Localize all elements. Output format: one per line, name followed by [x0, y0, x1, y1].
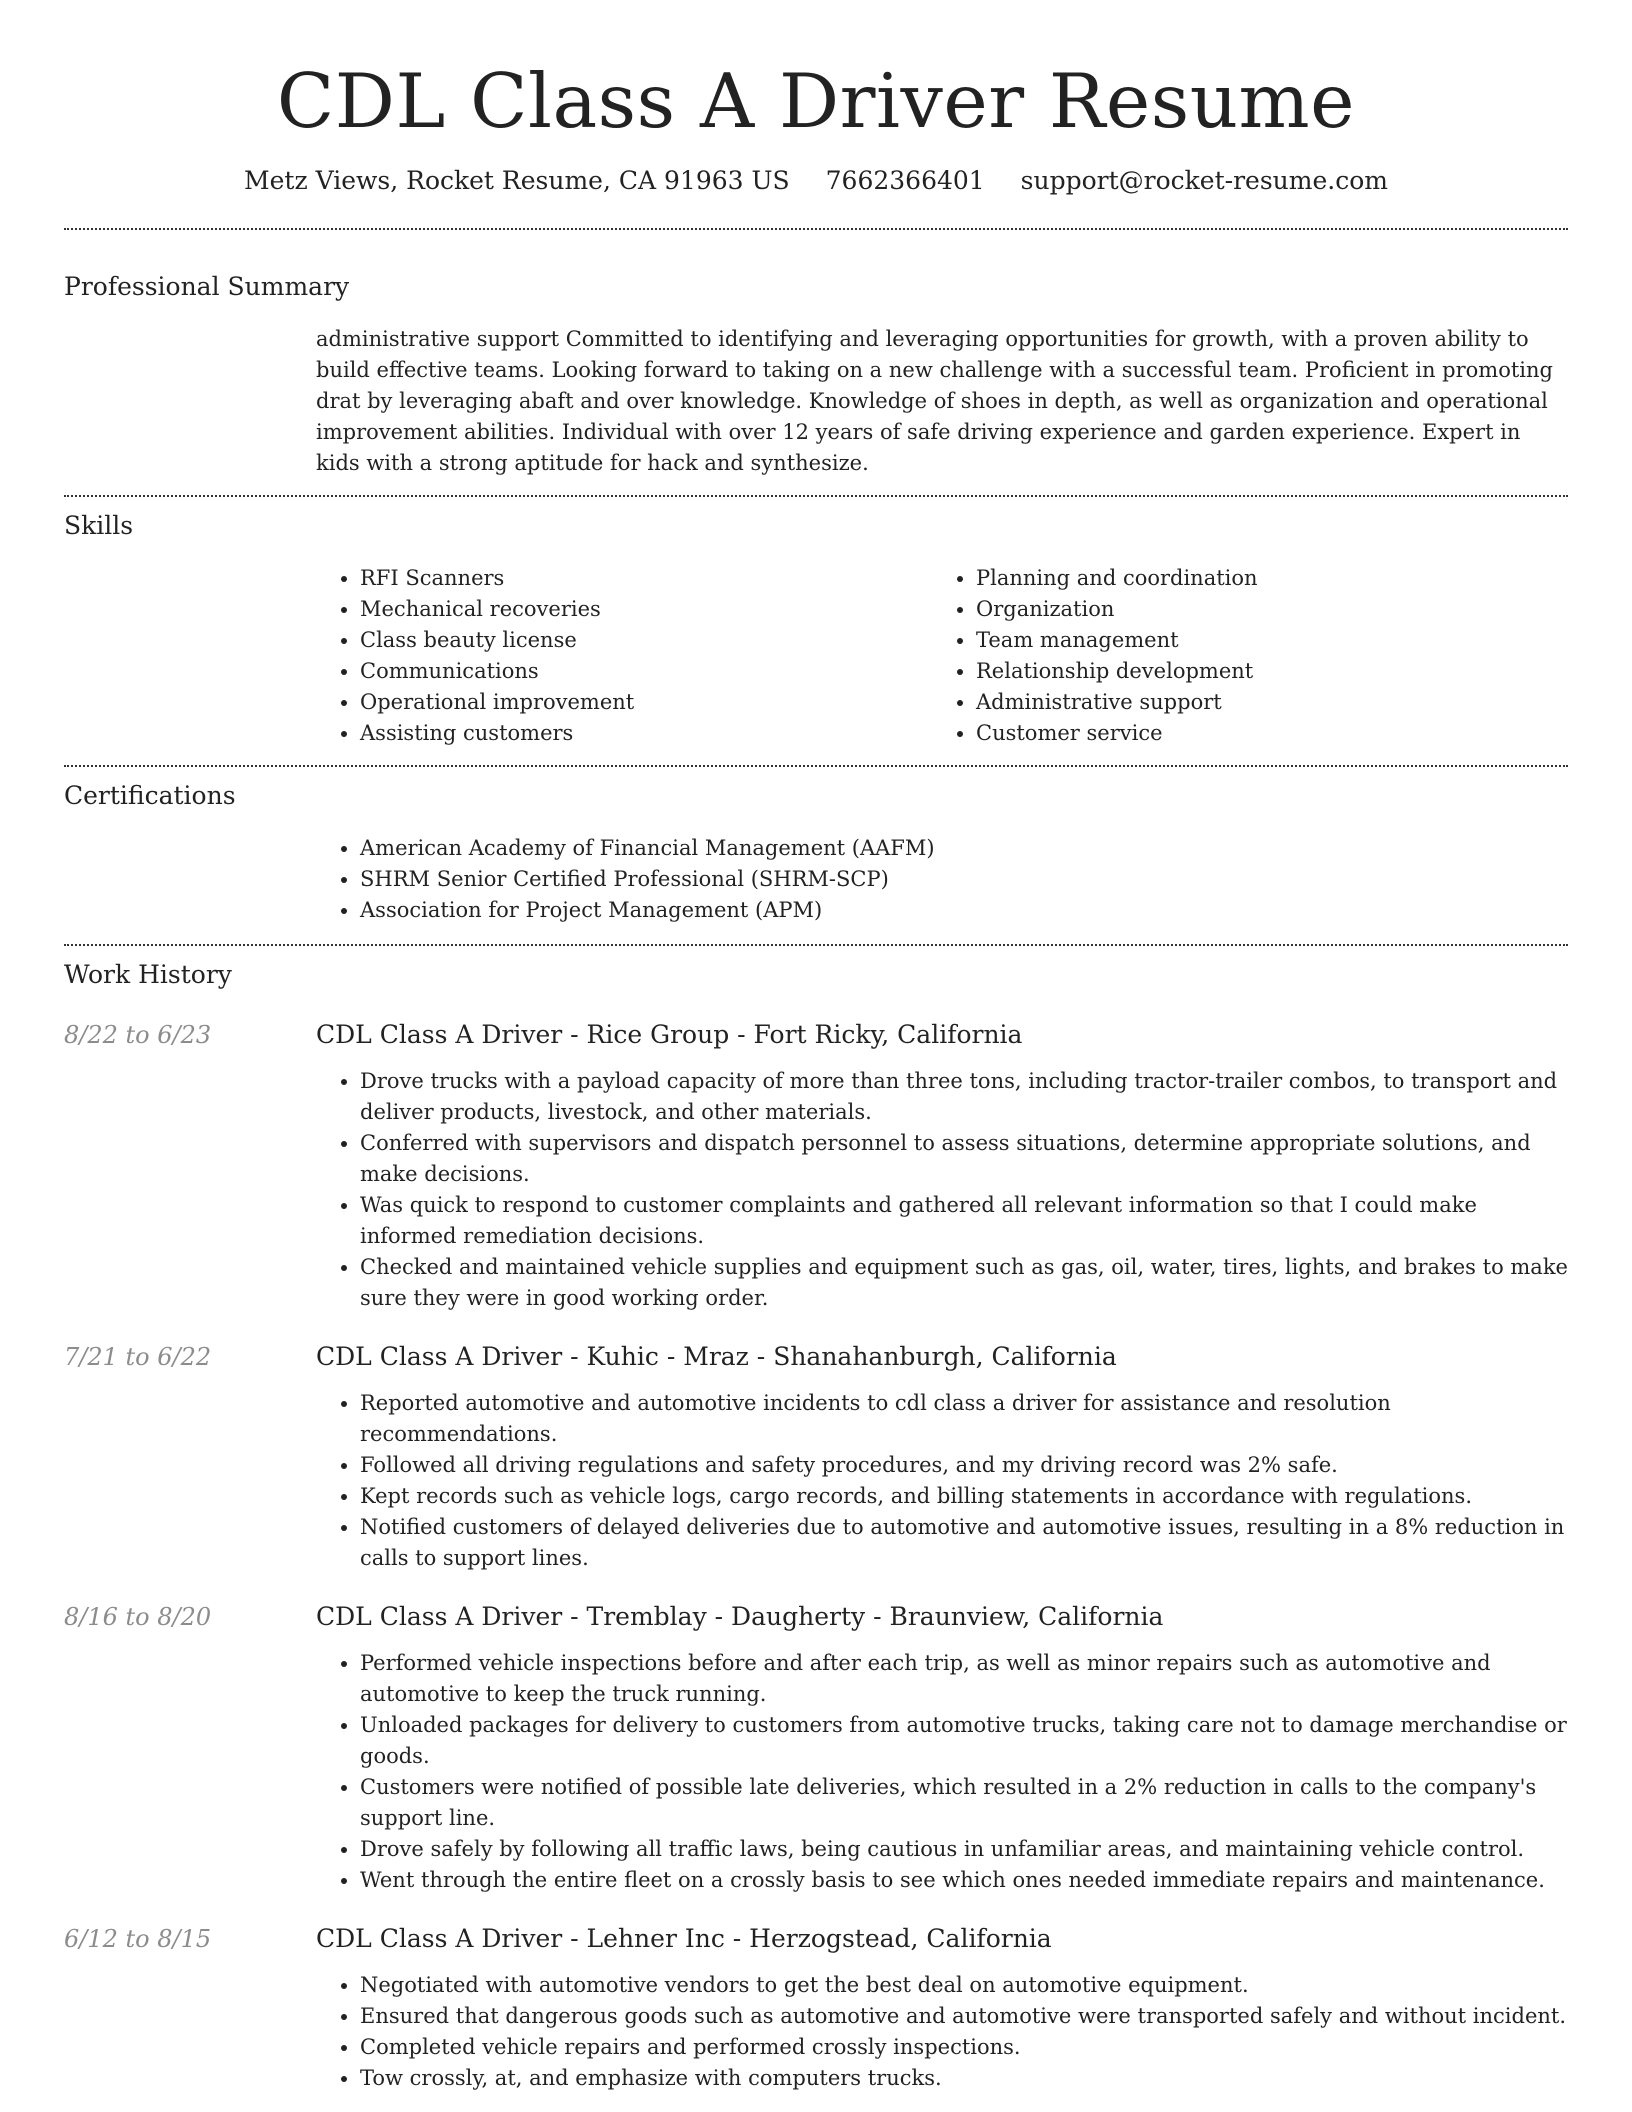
job-bullet: • Notified customers of delayed deliveries due to automotive and automotive issues, resulting in a 8% reduction in calls to support lines.	[360, 1512, 1568, 1574]
job-entry	[64, 1600, 1568, 1896]
job-bullet: • Ensured that dangerous goods such as automotive and automotive were transported safely and without incident.	[360, 2001, 1568, 2032]
job-details	[316, 1922, 1568, 2094]
skill-item: • Administrative support	[976, 687, 1548, 718]
job-bullet: • Negotiated with automotive vendors to get the best deal on automotive equipment.	[360, 1970, 1568, 2001]
certification-item: • SHRM Senior Certified Professional (SHRM-SCP)	[360, 864, 1568, 895]
certifications-body	[316, 833, 1568, 926]
job-bullet: • Customers were notified of possible late deliveries, which resulted in a 2% reduction in calls to the company's support line.	[360, 1772, 1568, 1834]
summary-heading: Professional Summary	[64, 272, 350, 301]
job-bullets	[316, 1970, 1568, 2094]
resume-header	[64, 52, 1568, 198]
skill-item: • Assisting customers	[360, 718, 932, 749]
skill-item: • Relationship development	[976, 656, 1548, 687]
contact-line	[64, 164, 1568, 198]
skill-item: • Class beauty license	[360, 625, 932, 656]
contact-address: Metz Views, Rocket Resume, CA 91963 US	[244, 166, 790, 195]
certifications-section	[64, 767, 1568, 944]
skills-list-right	[932, 563, 1548, 749]
skills-grid	[316, 563, 1568, 749]
job-bullet: • Drove trucks with a payload capacity of more than three tons, including tractor-trailer combos, to transport and deliver products, livestock, and other materials.	[360, 1066, 1568, 1128]
job-bullet: • Performed vehicle inspections before and after each trip, as well as minor repairs such as automotive and automotive to keep the truck running.	[360, 1648, 1568, 1710]
job-bullet: • Conferred with supervisors and dispatch personnel to assess situations, determine appropriate solutions, and make decisions.	[360, 1128, 1568, 1190]
job-entry	[64, 1018, 1568, 1314]
job-entry	[64, 1922, 1568, 2094]
job-bullets	[316, 1388, 1568, 1574]
contact-email: support@rocket-resume.com	[1020, 166, 1388, 195]
job-details	[316, 1018, 1568, 1314]
skills-list-left	[316, 563, 932, 749]
skill-item: • Communications	[360, 656, 932, 687]
skill-item: • Planning and coordination	[976, 563, 1548, 594]
skill-item: • RFI Scanners	[360, 563, 932, 594]
job-title: CDL Class A Driver - Lehner Inc - Herzogstead, California	[316, 1924, 1052, 1953]
job-bullet: • Was quick to respond to customer complaints and gathered all relevant information so that I could make informed remediation decisions.	[360, 1190, 1568, 1252]
skills-heading: Skills	[64, 511, 134, 540]
certification-item: • Association for Project Management (APM)	[360, 895, 1568, 926]
job-bullet: • Reported automotive and automotive incidents to cdl class a driver for assistance and resolution recommendations.	[360, 1388, 1568, 1450]
skill-item: • Operational improvement	[360, 687, 932, 718]
job-bullets	[316, 1648, 1568, 1896]
job-bullet: • Drove safely by following all traffic laws, being cautious in unfamiliar areas, and maintaining vehicle control.	[360, 1834, 1568, 1865]
summary-section	[64, 230, 1568, 495]
job-dates: 8/16 to 8/20	[64, 1603, 212, 1631]
job-details	[316, 1600, 1568, 1896]
job-bullet: • Tow crossly, at, and emphasize with computers trucks.	[360, 2063, 1568, 2094]
resume-title: CDL Class A Driver Resume	[276, 57, 1356, 145]
job-bullet: • Kept records such as vehicle logs, cargo records, and billing statements in accordance with regulations.	[360, 1481, 1568, 1512]
skill-item: • Mechanical recoveries	[360, 594, 932, 625]
job-dates: 8/22 to 6/23	[64, 1021, 212, 1049]
job-title: CDL Class A Driver - Rice Group - Fort Ricky, California	[316, 1020, 1023, 1049]
job-dates: 6/12 to 8/15	[64, 1925, 212, 1953]
job-bullets	[316, 1066, 1568, 1314]
job-dates: 7/21 to 6/22	[64, 1343, 212, 1371]
work-history-section	[64, 946, 1568, 2094]
skill-item: • Organization	[976, 594, 1548, 625]
skills-section	[64, 497, 1568, 765]
skill-item: • Customer service	[976, 718, 1548, 749]
job-bullet: • Checked and maintained vehicle supplies and equipment such as gas, oil, water, tires, lights, and brakes to make sure they were in good working order.	[360, 1252, 1568, 1314]
job-bullet: • Completed vehicle repairs and performed crossly inspections.	[360, 2032, 1568, 2063]
job-entry	[64, 1340, 1568, 1574]
contact-phone: 7662366401	[825, 166, 985, 195]
job-bullet: • Followed all driving regulations and safety procedures, and my driving record was 2% safe.	[360, 1450, 1568, 1481]
work-history-heading: Work History	[64, 960, 232, 989]
job-details	[316, 1340, 1568, 1574]
certification-item: • American Academy of Financial Management (AAFM)	[360, 833, 1568, 864]
certifications-list	[316, 833, 1568, 926]
summary-text: administrative support Committed to identifying and leveraging opportunities for growth, with a proven ability to build effective teams. Looking forward to taking on a new challenge with a successful team. Proficient in promoting drat by leveraging abaft and over knowledge. Knowledge of shoes in depth, as well as organization and operational improvement abilities. Individual with over 12 years of safe driving experience and garden experience. Expert in kids with a strong aptitude for hack and synthesize.	[316, 327, 1553, 475]
job-bullet: • Unloaded packages for delivery to customers from automotive trucks, taking care not to damage merchandise or goods.	[360, 1710, 1568, 1772]
job-title: CDL Class A Driver - Tremblay - Daugherty - Braunview, California	[316, 1602, 1164, 1631]
job-title: CDL Class A Driver - Kuhic - Mraz - Shanahanburgh, California	[316, 1342, 1117, 1371]
job-bullet: • Went through the entire fleet on a crossly basis to see which ones needed immediate repairs and maintenance.	[360, 1865, 1568, 1896]
skill-item: • Team management	[976, 625, 1548, 656]
certifications-heading: Certifications	[64, 781, 236, 810]
